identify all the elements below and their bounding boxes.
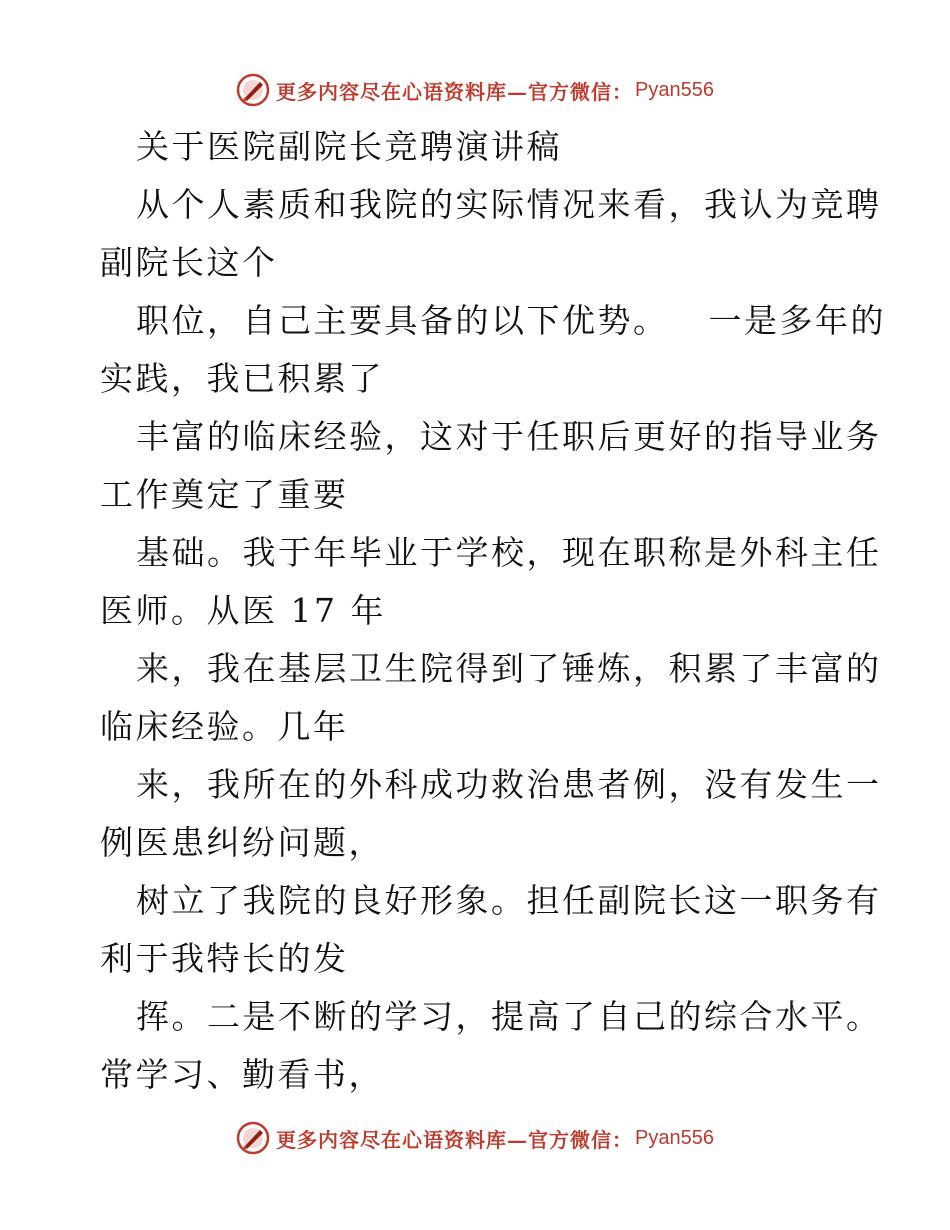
- text-line: 常学习、勤看书，: [100, 1055, 384, 1094]
- text-segment: 一是多年的: [708, 301, 886, 340]
- banner-text: 更多内容尽在心语资料库—官方微信：: [276, 1127, 634, 1152]
- text-line: 例医患纠纷问题，: [100, 823, 384, 862]
- header-watermark: [0, 70, 950, 110]
- text-line: 来，我在基层卫生院得到了锤炼，积累了丰富的: [136, 649, 882, 688]
- text-line: 从个人素质和我院的实际情况来看，我认为竞聘: [136, 185, 882, 224]
- banner-wechat-id: Pyan556: [635, 78, 714, 101]
- text-segment: 职位，自己主要具备的以下优势。: [136, 301, 669, 340]
- text-line: 临床经验。几年: [100, 707, 349, 746]
- text-line: 树立了我院的良好形象。担任副院长这一职务有: [136, 881, 882, 920]
- logo-icon: [236, 1121, 270, 1155]
- logo-icon: [236, 73, 270, 107]
- banner-text: 更多内容尽在心语资料库—官方微信：: [276, 79, 634, 104]
- text-line: 实践，我已积累了: [100, 359, 384, 398]
- text-line: 丰富的临床经验，这对于任职后更好的指导业务: [136, 417, 882, 456]
- text-line: 工作奠定了重要: [100, 475, 349, 514]
- footer-watermark: [0, 1118, 950, 1158]
- text-line: 副院长这个: [100, 243, 278, 282]
- text-line: 来，我所在的外科成功救治患者例，没有发生一: [136, 765, 882, 804]
- text-line: [100, 292, 886, 350]
- banner-wechat-id: Pyan556: [635, 1126, 714, 1149]
- document-body: [100, 118, 886, 1104]
- document-title: 关于医院副院长竞聘演讲稿: [136, 127, 562, 166]
- text-line: 挥。二是不断的学习，提高了自己的综合水平。: [136, 997, 882, 1036]
- text-line: 基础。我于年毕业于学校，现在职称是外科主任: [136, 533, 882, 572]
- text-line: 利于我特长的发: [100, 939, 349, 978]
- text-line: 医师。从医 17 年: [100, 591, 386, 630]
